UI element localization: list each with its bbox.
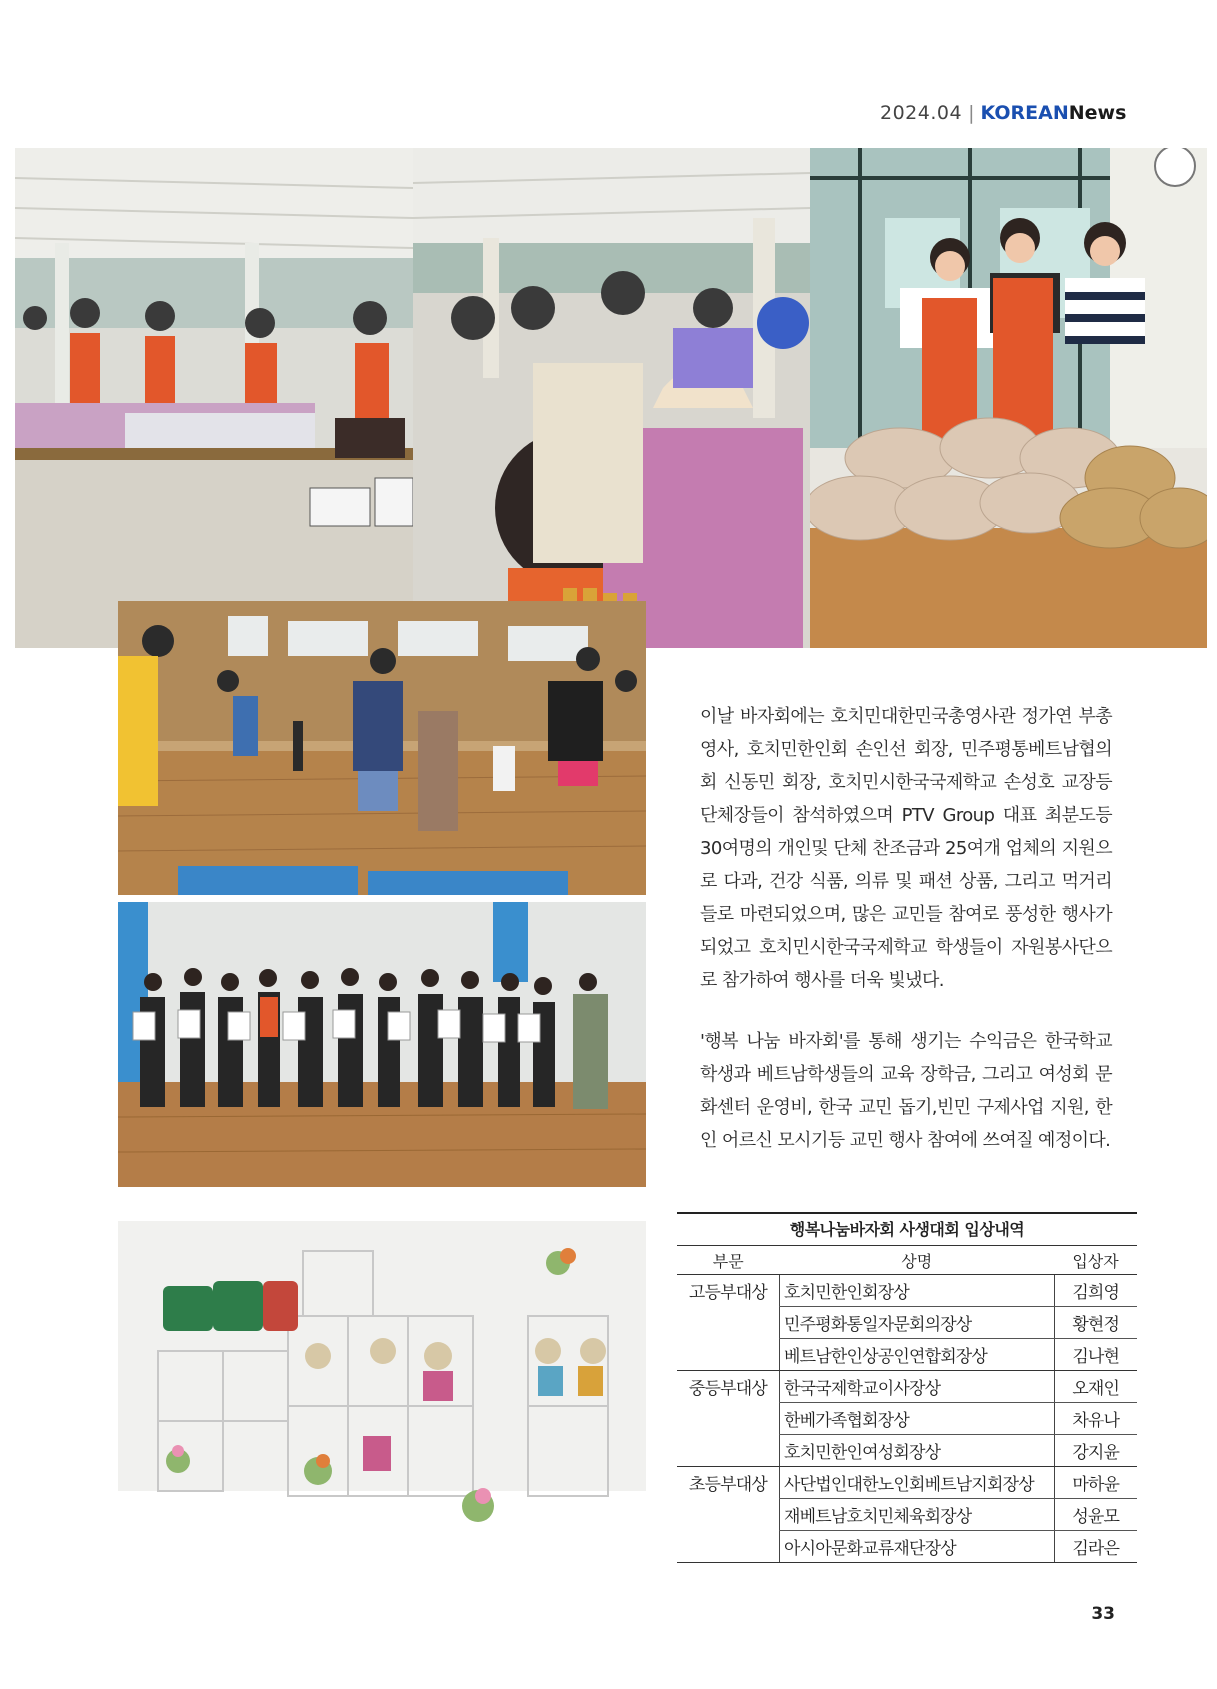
winner-cell: 김라은 [1054,1531,1137,1563]
table-row [677,1531,1137,1563]
header-prize: 상명 [779,1246,1054,1275]
photo-icon [118,601,646,895]
issue-date: 2024.04 [880,102,963,124]
winner-cell: 김희영 [1054,1275,1137,1307]
photo-icon [413,148,810,648]
awards-table-title: 행복나눔바자회 사생대회 입상내역 [677,1212,1137,1246]
photo-gym-event [118,601,646,895]
photo-icon [810,148,1207,648]
prize-cell: 한국국제학교이사장상 [779,1371,1054,1403]
winner-cell: 강지윤 [1054,1435,1137,1467]
prize-cell: 한베가족협회장상 [779,1403,1054,1435]
table-row [677,1467,1137,1499]
prize-cell: 베트남한인상공인연합회장상 [779,1339,1054,1371]
prize-cell: 재베트남호치민체육회장상 [779,1499,1054,1531]
awards-table [677,1212,1137,1563]
table-row [677,1371,1137,1403]
prize-cell: 사단법인대한노인회베트남지회장상 [779,1467,1054,1499]
article-paragraph: '행복 나눔 바자회'를 통해 생기는 수익금은 한국학교 학생과 베트남학생들의 교육 장학금, 그리고 여성회 문화센터 운영비, 한국 교민 돕기,빈민 구제사업 지원, 한인 어르신 모시기등 교민 행사 참여에 쓰여질 예정이다. [700,1031,1112,1151]
article-paragraph: 이날 바자회에는 호치민대한민국총영사관 정가연 부총영사, 호치민한인회 손인선 회장, 민주평통베트남협의회 신동민 회장, 호치민시한국국제학교 손성호 교장등 단체장들이 참석하였으며 PTV Group 대표 최분도등 30여명의 개인및 단체 찬조금과 25여개 업체의 지원으로 다과, 건강 식품, 의류 및 패션 상품, 그리고 먹거리들로 마련되었으며, 많은 교민들 참여로 풍성한 행사가 되었고 호치민시한국국제학교 학생들이 자원봉사단으로 참가하여 행사를 더욱 빛냈다. [700,706,1112,991]
table-row [677,1339,1137,1371]
winner-cell: 김나현 [1054,1339,1137,1371]
photo-award-group [118,902,646,1187]
winner-cell: 오재인 [1054,1371,1137,1403]
photo-volunteers [810,148,1207,648]
photo-icon [15,148,413,648]
table-row [677,1499,1137,1531]
brand-name: KOREAN [980,102,1069,124]
photo-icon [118,902,646,1187]
prize-cell: 호치민한인회장상 [779,1275,1054,1307]
photo-icon [118,1221,646,1569]
winner-cell: 차유나 [1054,1403,1137,1435]
photo-food-stall [413,148,810,648]
header-winner: 입상자 [1054,1246,1137,1275]
page-number: 33 [1091,1604,1115,1624]
winner-cell: 황현정 [1054,1307,1137,1339]
header-separator: | [968,102,975,124]
table-row [677,1307,1137,1339]
prize-cell: 민주평화통일자문회의장상 [779,1307,1054,1339]
article-body [700,700,1112,1185]
prize-cell: 아시아문화교류재단장상 [779,1531,1054,1563]
winner-cell: 성윤모 [1054,1499,1137,1531]
page-header [880,100,1127,126]
table-row [677,1275,1137,1307]
header-category: 부문 [677,1246,779,1275]
photo-doll-display [118,1221,646,1569]
table-row [677,1403,1137,1435]
category-cell: 초등부대상 [688,1475,768,1496]
brand-suffix: News [1068,102,1127,124]
table-row [677,1435,1137,1467]
awards-table-header [677,1246,1137,1275]
photo-bazaar-stalls [15,148,413,648]
category-cell: 고등부대상 [688,1283,768,1304]
category-cell: 중등부대상 [688,1379,768,1400]
winner-cell: 마하윤 [1054,1467,1137,1499]
prize-cell: 호치민한인여성회장상 [779,1435,1054,1467]
